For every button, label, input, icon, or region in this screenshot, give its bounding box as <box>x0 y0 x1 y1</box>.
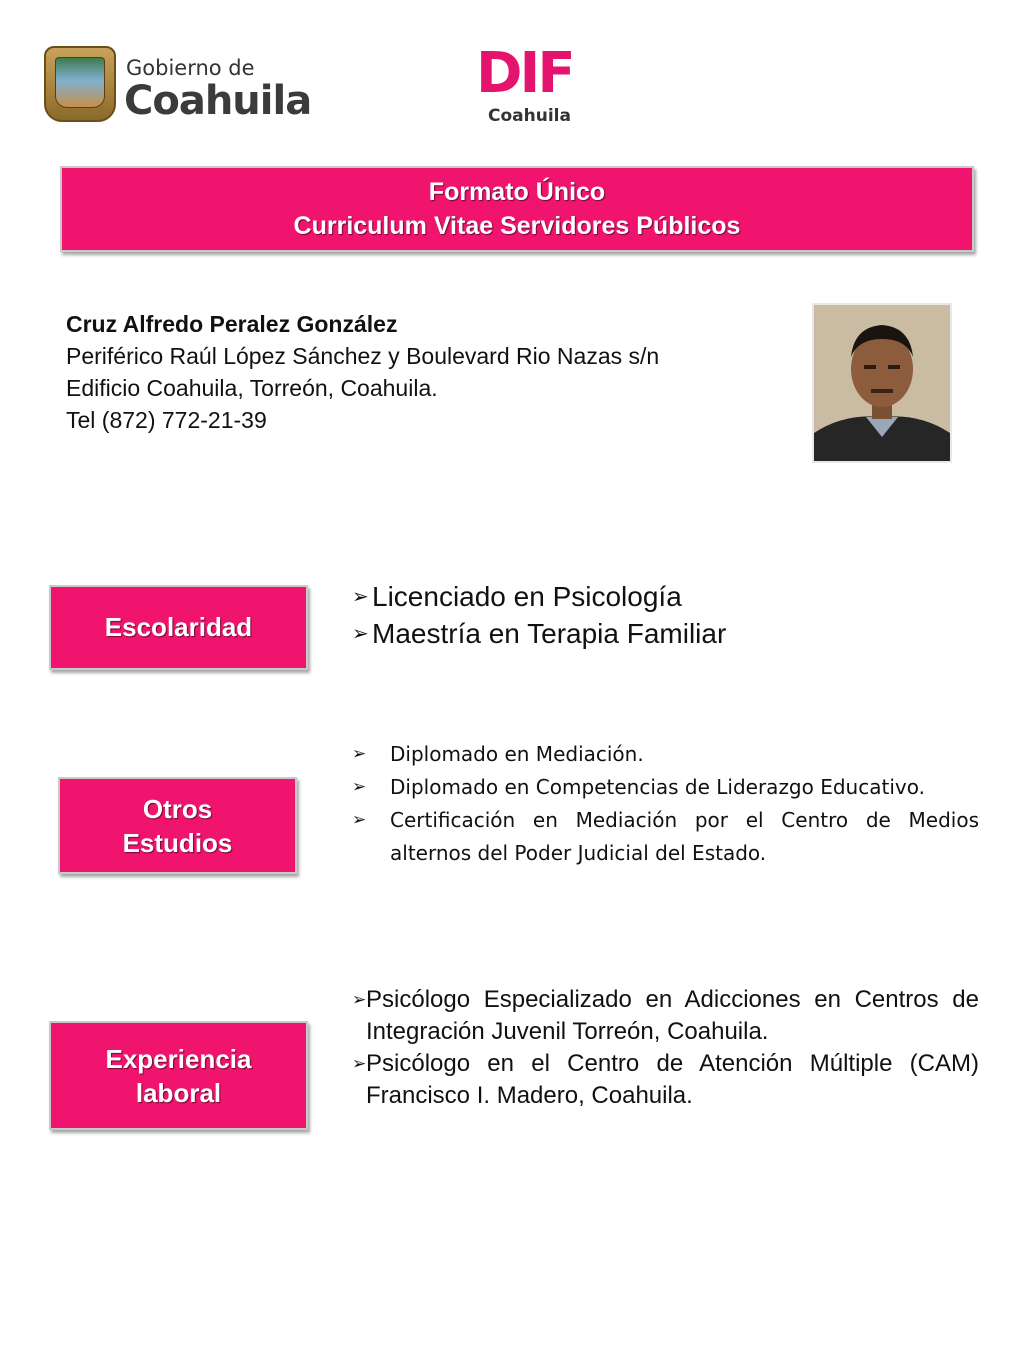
list-item <box>352 578 992 615</box>
arrow-bullet-icon: ➢ <box>352 584 369 608</box>
experiencia-list <box>352 984 979 1112</box>
person-address-line-2: Edificio Coahuila, Torreón, Coahuila. <box>66 375 438 401</box>
person-name: Cruz Alfredo Peralez González <box>66 311 398 337</box>
person-address-line-1: Periférico Raúl López Sánchez y Boulevard Rio Nazas s/n <box>66 343 660 369</box>
escolaridad-item-text: Licenciado en Psicología <box>372 581 682 612</box>
section-experiencia-label <box>49 1021 308 1130</box>
arrow-bullet-icon: ➢ <box>352 990 367 1010</box>
person-photo <box>812 303 952 463</box>
gobierno-coahuila-logo <box>44 46 312 126</box>
escolaridad-item-text: Maestría en Terapia Familiar <box>372 618 727 649</box>
list-item <box>352 615 992 652</box>
otros-estudios-list <box>352 738 979 870</box>
otros-item-text: Diplomado en Competencias de Liderazgo Educativo. <box>390 775 925 799</box>
gobierno-logo-small-text: Gobierno de <box>126 56 255 80</box>
portrait-icon <box>814 305 950 461</box>
arrow-bullet-icon: ➢ <box>352 744 367 764</box>
otros-item-text: Diplomado en Mediación. <box>390 742 644 766</box>
title-line-1: Formato Único <box>428 178 606 206</box>
otros-label-line-1: Otros <box>142 793 213 824</box>
dif-logo-subtitle: Coahuila <box>488 106 571 126</box>
person-info <box>66 308 746 436</box>
arrow-bullet-icon: ➢ <box>352 810 367 830</box>
arrow-bullet-icon: ➢ <box>352 777 367 797</box>
coat-of-arms-icon <box>44 46 116 122</box>
section-escolaridad-label <box>49 585 308 670</box>
person-phone: Tel (872) 772-21-39 <box>66 407 267 433</box>
arrow-bullet-icon: ➢ <box>352 1054 367 1074</box>
section-otros-estudios-label <box>58 777 297 874</box>
title-line-2: Curriculum Vitae Servidores Públicos <box>293 212 741 240</box>
list-item <box>352 738 979 771</box>
list-item <box>352 984 979 1048</box>
list-item <box>352 771 979 804</box>
otros-item-text: Certificación en Mediación por el Centro de Medios alternos del Poder Judicial del Estado. <box>390 808 979 865</box>
arrow-bullet-icon: ➢ <box>352 621 369 645</box>
experiencia-item-text: Psicólogo Especializado en Adicciones en Centros de Integración Juvenil Torreón, Coahuila. <box>366 986 979 1045</box>
dif-coahuila-logo <box>476 41 586 128</box>
document-title-banner <box>60 166 974 252</box>
dif-logo-mark: DIF <box>476 41 573 106</box>
experiencia-label-line-1: Experiencia <box>105 1043 252 1074</box>
experiencia-item-text: Psicólogo en el Centro de Atención Múltiple (CAM) Francisco I. Madero, Coahuila. <box>366 1050 979 1109</box>
otros-label-line-2: Estudios <box>122 827 233 858</box>
escolaridad-label-text: Escolaridad <box>104 612 253 642</box>
gobierno-logo-big-text: Coahuila <box>124 78 312 124</box>
list-item <box>352 804 979 870</box>
list-item <box>352 1048 979 1112</box>
experiencia-label-line-2: laboral <box>135 1077 222 1108</box>
escolaridad-list <box>352 578 992 652</box>
